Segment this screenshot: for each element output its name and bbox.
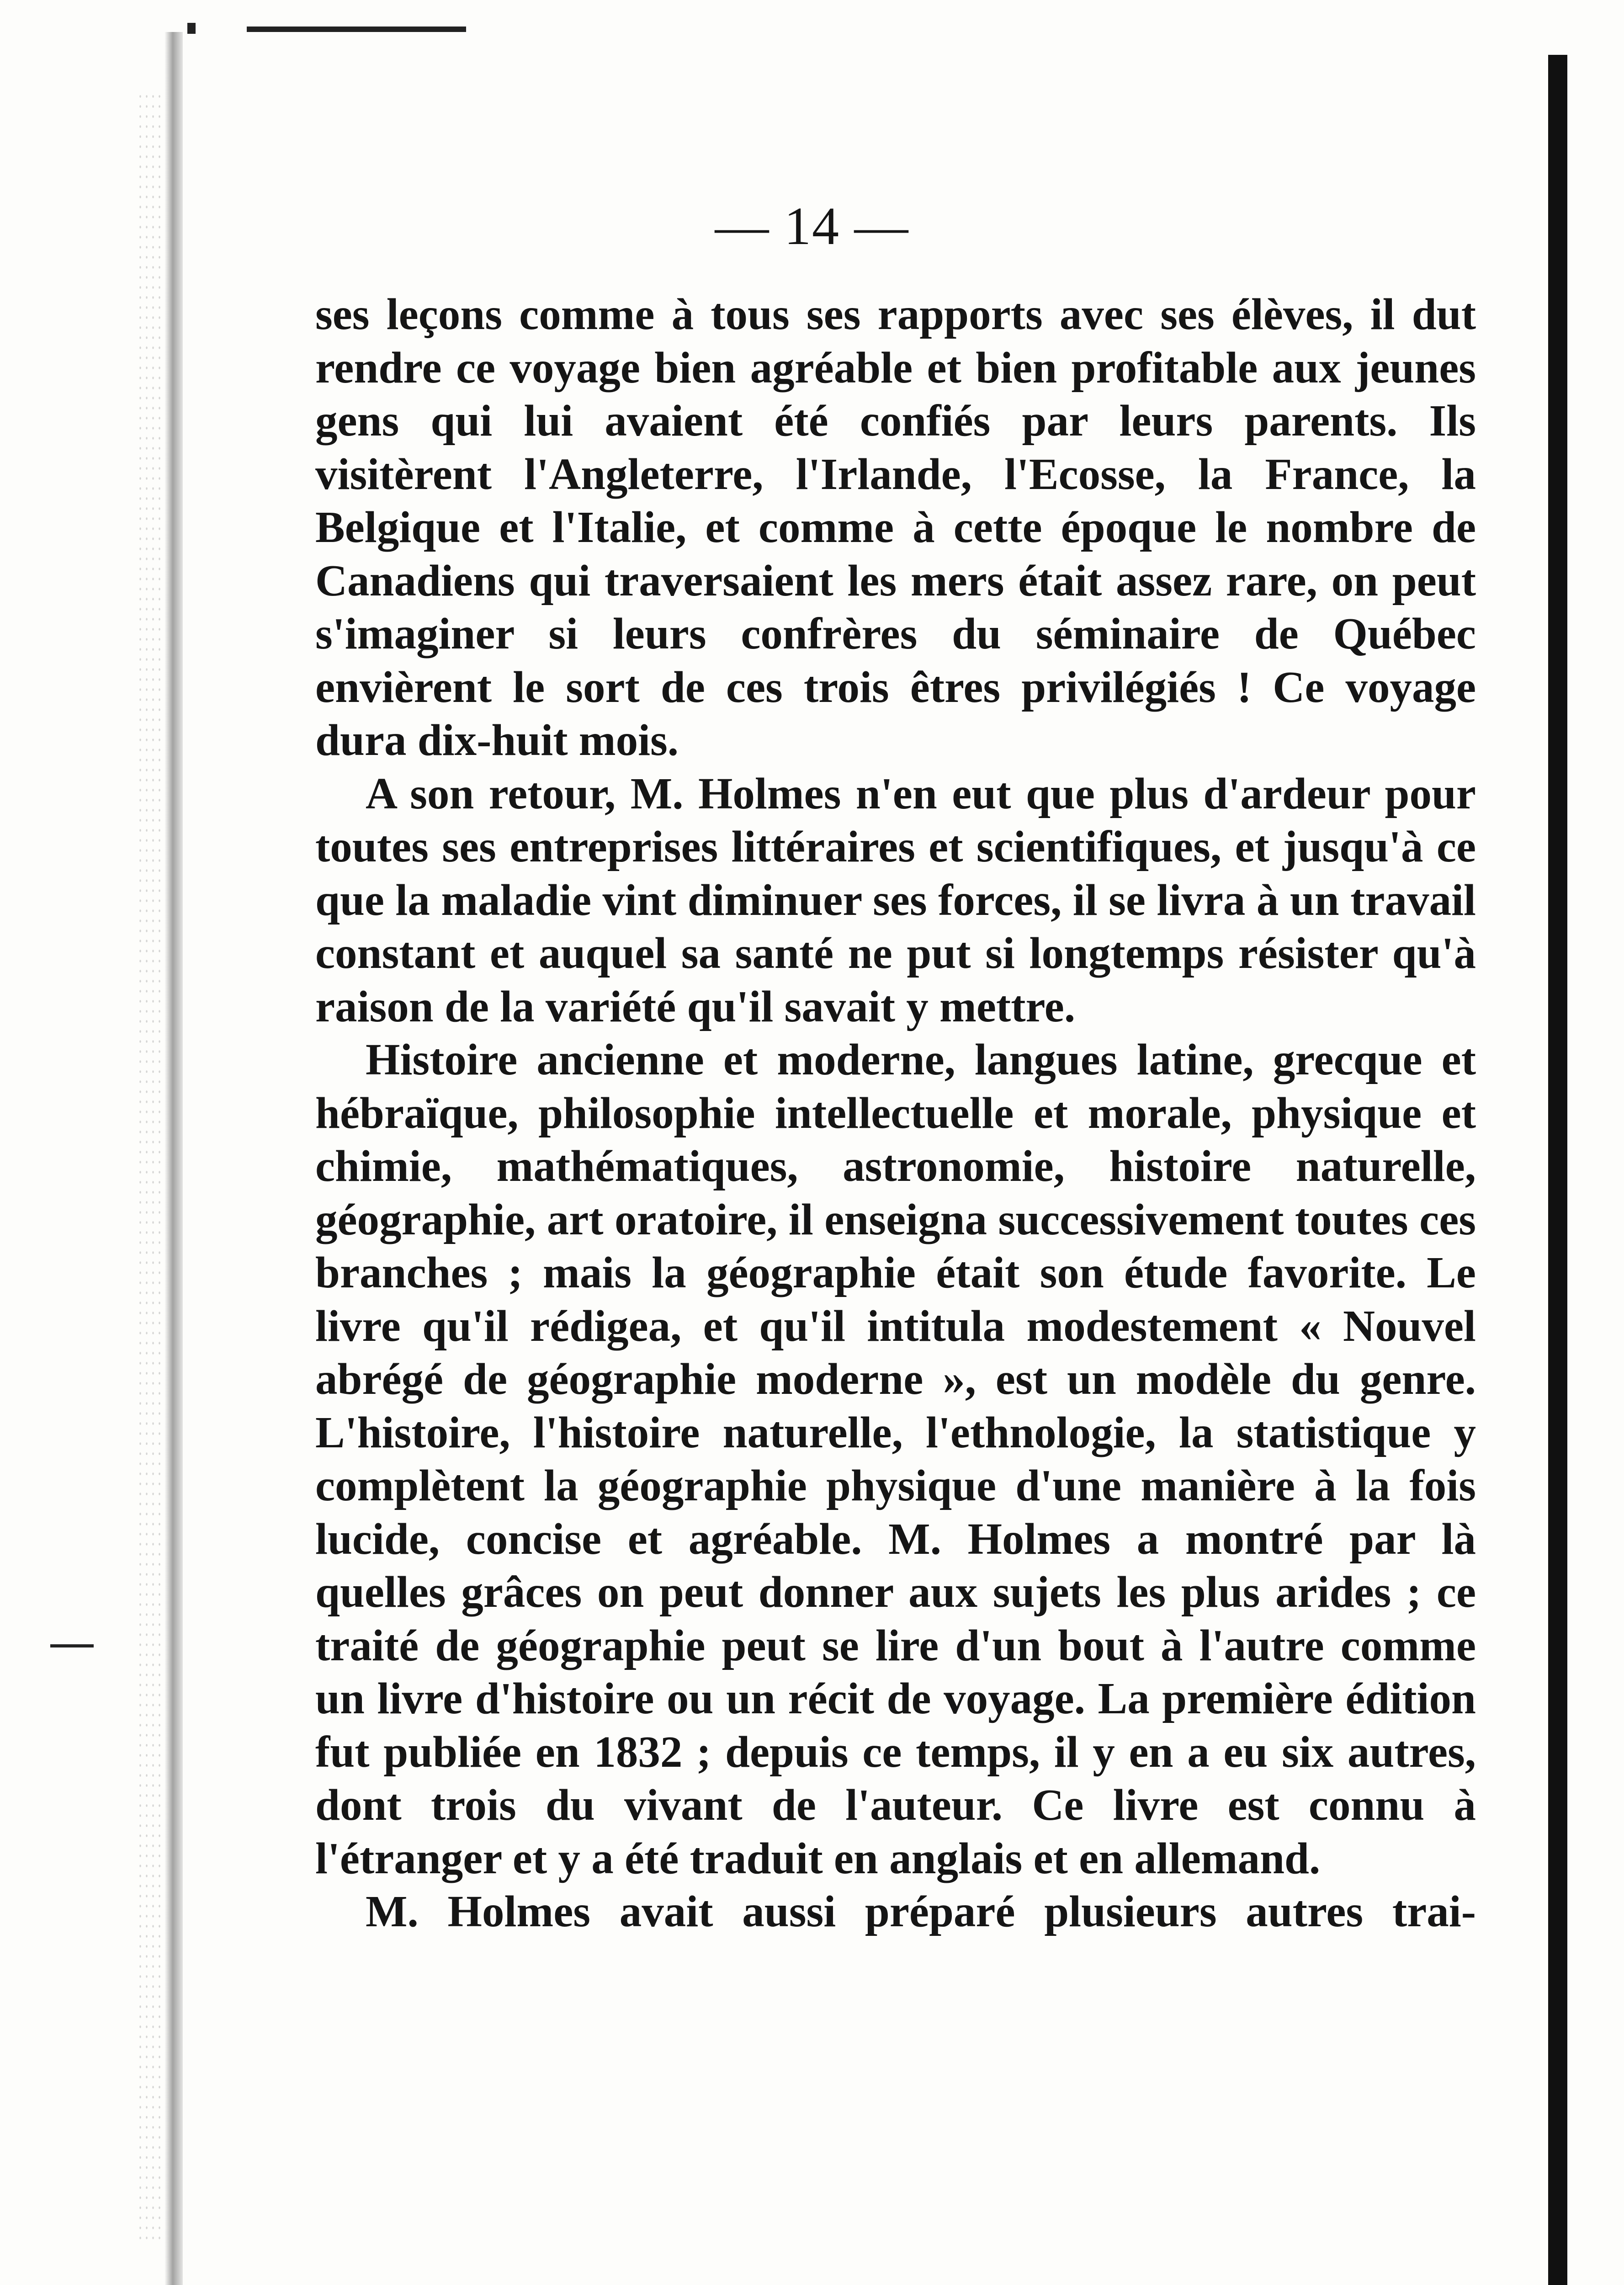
scan-mark-top xyxy=(247,27,466,32)
paragraph-4: M. Holmes avait aussi préparé plusieurs autres trai- xyxy=(366,1887,1476,1936)
scan-mark-top-left xyxy=(187,23,196,34)
scan-noise-left xyxy=(137,91,165,2239)
paragraph-3: Histoire ancienne et moderne, langues latine, grecque et hébraïque, philosophie intellectuelle et morale, physique et chimie, mathématiques, astronomie, histoire naturelle, géographie, art oratoire, il enseigna successivement toutes ces branches ; mais la géographie était son étude favorite. Le livre qu'il rédigea, et qu'il intitula modestement « Nouvel abrégé de géographie moderne », est un modèle du genre. L'histoire, l'histoire naturelle, l'ethnologie, la statistique y complètent la géographie physique d'une manière à la fois lucide, concise et agréable. M. Holmes a montré par là quelles grâces on peut donner aux sujets les plus arides ; ce traité de géographie peut se lire d'un bout à l'autre comme un livre d'histoire ou un récit de voyage. La première édition fut publiée en 1832 ; depuis ce temps, il y en a eu six autres, dont trois du vivant de l'auteur. Ce livre est connu à l'étranger et y a été traduit en anglais et en allemand. xyxy=(315,1035,1476,1883)
page-number: — 14 — xyxy=(715,196,909,256)
margin-mark xyxy=(50,1644,94,1647)
scan-edge-left xyxy=(165,32,183,2285)
scan-edge-right xyxy=(1548,55,1567,2285)
paragraph-1: ses leçons comme à tous ses rapports avec ses élèves, il dut rendre ce voyage bien agréable et bien profitable aux jeunes gens qui lui avaient été confiés par leurs parents. Ils visitèrent l'Angleterre, l'Irlande, l'Ecosse, la France, la Belgique et l'Italie, et comme à cette époque le nombre de Canadiens qui traversaient les mers était assez rare, on peut s'imaginer si leurs confrères du séminaire de Québec envièrent le sort de ces trois êtres privilégiés ! Ce voyage dura dix-huit mois. xyxy=(315,290,1476,765)
body-text xyxy=(315,288,1476,1939)
paragraph-2: A son retour, M. Holmes n'en eut que plus d'ardeur pour toutes ses entreprises littéraires et scientifiques, et jusqu'à ce que la maladie vint diminuer ses forces, il se livra à un travail constant et auquel sa santé ne put si longtemps résister qu'à raison de la variété qu'il savait y mettre. xyxy=(315,769,1476,1031)
